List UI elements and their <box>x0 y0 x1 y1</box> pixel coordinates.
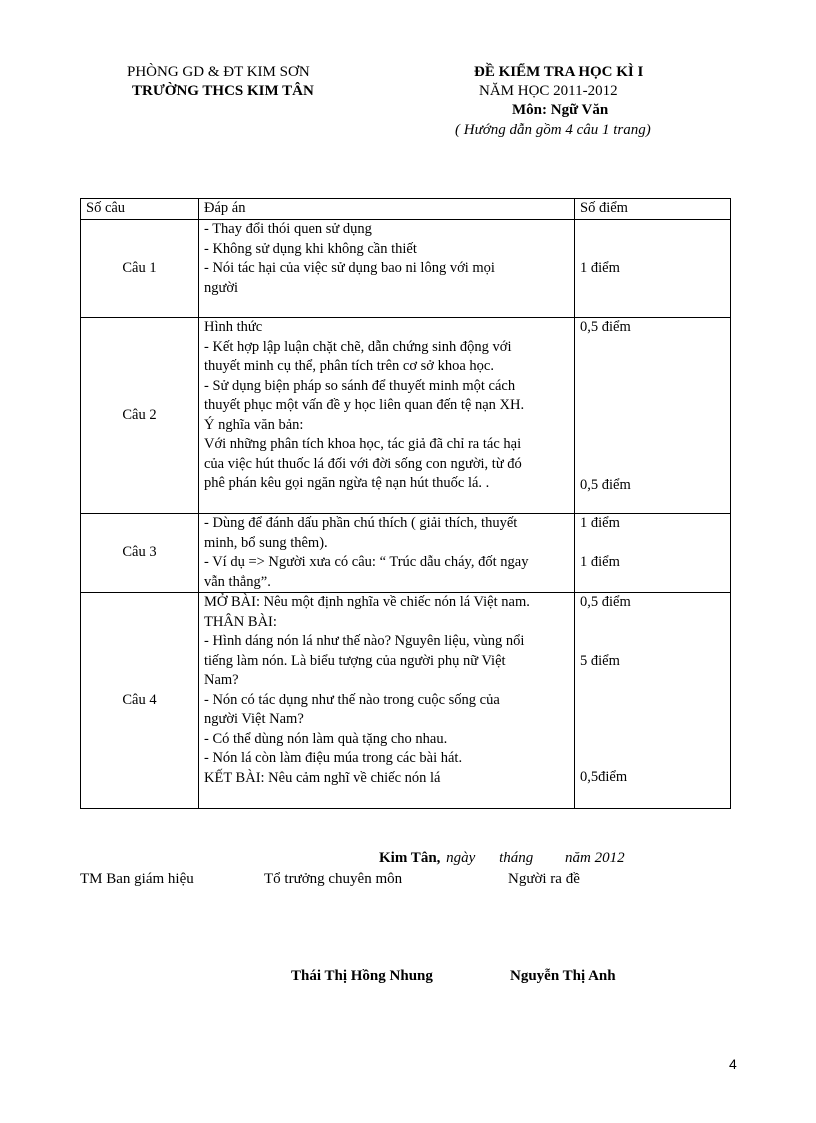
points-cell <box>575 220 731 318</box>
answer-line: Với những phân tích khoa học, tác giả đã chỉ ra tác hại <box>204 436 522 452</box>
answer-table <box>80 198 731 809</box>
table-header-row <box>81 199 731 220</box>
answer-line: - Sử dụng biện pháp so sánh để thuyết minh một cách <box>204 377 516 394</box>
answer-line: MỞ BÀI: Nêu một định nghĩa về chiếc nón lá Việt nam. <box>204 594 530 610</box>
answer-line: THÂN BÀI: <box>204 613 277 630</box>
role-head-teacher: Tổ trưởng chuyên môn <box>264 871 403 887</box>
department-name: PHÒNG GD & ĐT KIM SƠN <box>127 64 310 80</box>
answer-cell <box>199 593 575 809</box>
answer-line: tiếng làm nón. Là biểu tượng của người phụ nữ Việt <box>204 652 506 669</box>
guide-note: ( Hướng dẫn gồm 4 câu 1 trang) <box>455 122 651 138</box>
answer-cell <box>199 220 575 318</box>
points-value: 1 điểm <box>580 259 620 276</box>
page-number: 4 <box>729 1056 737 1072</box>
answer-line: vẫn thẳng”. <box>204 573 271 590</box>
question-cell: Câu 1 <box>81 220 199 318</box>
answer-line: - Thay đổi thói quen sử dụng <box>204 221 372 237</box>
answer-line: - Ví dụ => Người xưa có câu: “ Trúc dẫu cháy, đốt ngay <box>204 554 529 570</box>
date-month: tháng <box>499 850 534 866</box>
question-cell: Câu 2 <box>81 318 199 514</box>
points-value: 5 điểm <box>580 652 620 669</box>
answer-line: - Dùng để đánh dấu phần chú thích ( giải thích, thuyết <box>204 515 518 531</box>
answer-line: - Nón lá còn làm điệu múa trong các bài hát. <box>204 750 463 766</box>
answer-line: Nam? <box>204 672 239 688</box>
points-value: 0,5 điểm <box>580 594 631 610</box>
table-row <box>81 318 731 514</box>
points-cell <box>575 593 731 809</box>
answer-line: - Hình dáng nón lá như thế nào? Nguyên liệu, vùng nổi <box>204 633 525 649</box>
answer-line: - Có thể dùng nón làm quà tặng cho nhau. <box>204 730 448 747</box>
answer-line: người Việt Nam? <box>204 711 304 727</box>
answer-line: - Không sử dụng khi không cần thiết <box>204 240 417 257</box>
school-year: NĂM HỌC 2011-2012 <box>479 83 618 99</box>
date-line <box>379 850 625 867</box>
answer-line: phê phán kêu gọi ngăn ngừa tệ nạn hút thuốc lá. . <box>204 475 490 491</box>
date-year: năm 2012 <box>565 850 625 866</box>
points-value: 0,5 điểm <box>580 476 631 493</box>
header-points: Số điểm <box>575 199 731 220</box>
role-author: Người ra đề <box>508 871 580 887</box>
question-cell: Câu 3 <box>81 514 199 593</box>
points-cell <box>575 514 731 593</box>
answer-cell <box>199 318 575 514</box>
answer-line: thuyết minh cụ thể, phân tích trên cơ sở khoa học. <box>204 358 494 374</box>
points-value: 1 điểm <box>580 515 620 531</box>
question-cell: Câu 4 <box>81 593 199 809</box>
answer-line: thuyết phục một vấn đề y học liên quan đến tệ nạn XH. <box>204 397 525 413</box>
points-value: 0,5điểm <box>580 769 628 785</box>
signer-name: Thái Thị Hồng Nhung <box>291 968 433 984</box>
answer-line: của việc hút thuốc lá đối với đời sống con người, từ đó <box>204 455 522 472</box>
school-name: TRƯỜNG THCS KIM TÂN <box>132 83 314 99</box>
answer-line: KẾT BÀI: Nêu cảm nghĩ về chiếc nón lá <box>204 769 441 786</box>
subject: Môn: Ngữ Văn <box>512 102 609 118</box>
header-answer: Đáp án <box>199 199 575 220</box>
table-row <box>81 220 731 318</box>
points-value: 0,5 điểm <box>580 319 631 335</box>
answer-line: người <box>204 279 239 296</box>
signer-name: Nguyễn Thị Anh <box>510 968 616 984</box>
answer-line: minh, bổ sung thêm). <box>204 534 328 551</box>
place-name: Kim Tân, <box>379 850 441 866</box>
answer-line: Hình thức <box>204 319 263 335</box>
role-principal: TM Ban giám hiệu <box>80 871 194 887</box>
header-question: Số câu <box>81 199 199 220</box>
exam-title: ĐỀ KIỂM TRA HỌC KÌ I <box>474 64 644 80</box>
answer-line: - Kết hợp lập luận chặt chẽ, dẫn chứng sinh động với <box>204 338 512 355</box>
table-row <box>81 593 731 809</box>
answer-line: Ý nghĩa văn bản: <box>204 416 304 433</box>
answer-line: - Nón có tác dụng như thế nào trong cuộc sống của <box>204 691 500 708</box>
date-day: ngày <box>446 850 476 866</box>
points-value: 1 điểm <box>580 553 620 570</box>
answer-cell <box>199 514 575 593</box>
points-cell <box>575 318 731 514</box>
answer-line: - Nói tác hại của việc sử dụng bao ni lông với mọi <box>204 260 495 276</box>
table-row <box>81 514 731 593</box>
